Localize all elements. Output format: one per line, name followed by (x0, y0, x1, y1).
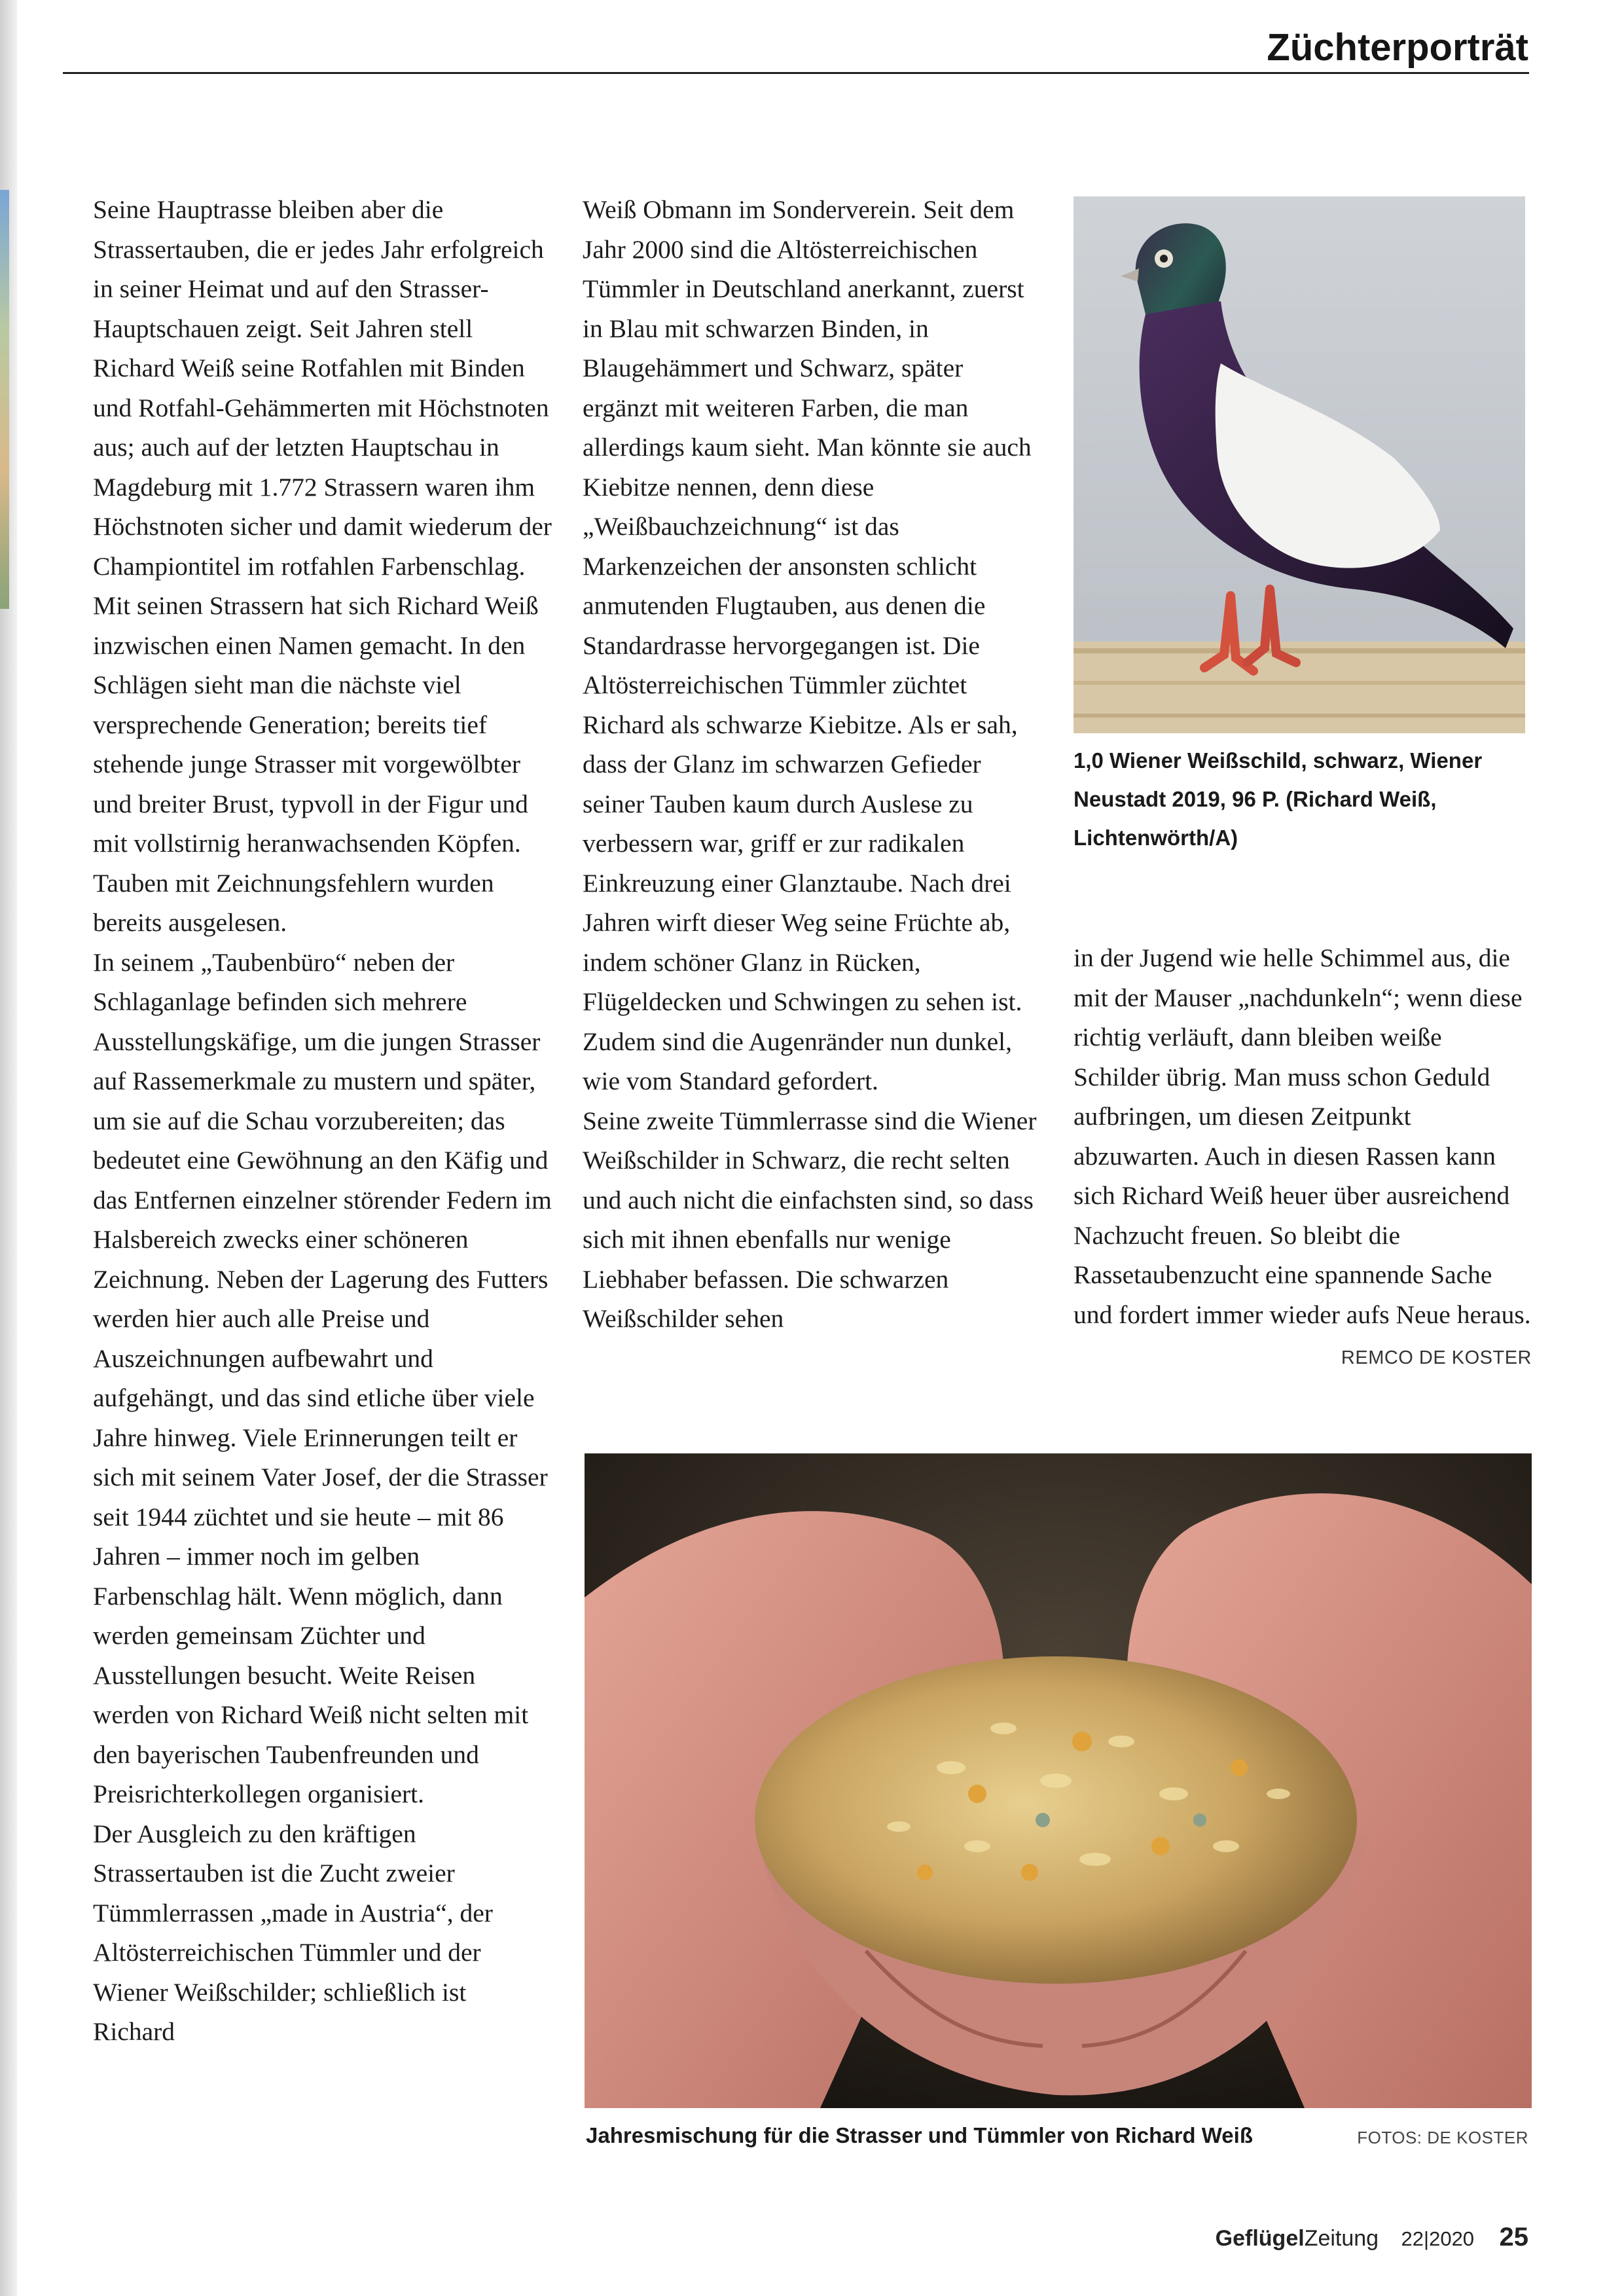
paragraph: Weiß Obmann im Sonderverein. Seit dem Jahr 2000 sind die Altösterreichischen Tümmler in Deutschland anerkannt, zuerst in Blau mit schwarzen Binden, in Blaugehämmert und Schwarz, später ergänzt mit weiteren Farben, die man allerdings kaum sieht. Man könnte sie auch Kiebitze nennen, denn diese „Weißbauchzeichnung“ ist das Markenzeichen der ansonsten schlicht anmutenden Flugtauben, aus denen die Standardrasse hervorgegangen ist. Die Altösterreichischen Tümmler züchtet Richard als schwarze Kiebitze. Als er sah, dass der Glanz im schwarzen Gefieder seiner Tauben kaum durch Auslese zu verbessern war, griff er zur radikalen Einkreuzung einer Glanztaube. Nach drei Jahren wirft dieser Weg seine Früchte ab, indem schöner Glanz in Rücken, Flügeldecken und Schwingen zu sehen ist. Zudem sind die Augenränder nun dunkel, wie vom Standard gefordert. (583, 195, 1032, 1095)
paragraph: In seinem „Taubenbüro“ neben der Schlaganlage befinden sich mehrere Ausstellungskäfige, um die jungen Strasser auf Rassemerkmale zu mustern und später, um sie auf die Schau vorzubereiten; das bedeutet eine Gewöhnung an den Käfig und das Entfernen einzelner störender Federn im Halsbereich zwecks einer schöneren Zeichnung. Neben der Lagerung des Futters werden hier auch alle Preise und Auszeichnungen aufbewahrt und aufgehängt, und das sind etliche über viele Jahre hinweg. Viele Erinnerungen teilt er sich mit seinem Vater Josef, der die Strasser seit 1944 züchtet und sie heute – mit 86 Jahren – immer noch im gelben Farbenschlag hält. Wenn möglich, dann werden gemeinsam Züchter und Ausstellungen besucht. Weite Reisen werden von Richard Weiß nicht selten mit den bayerischen Taubenfreunden und Preisrichterkollegen organisiert. (93, 947, 552, 1808)
grain-mixture-photo (585, 1453, 1532, 2108)
magazine-name-part2: Zeitung (1304, 2226, 1379, 2251)
grain-hands-illustration (585, 1453, 1532, 2108)
pigeon-photo (1074, 196, 1525, 733)
article-column-3 (1074, 938, 1532, 1378)
paragraph: in der Jugend wie helle Schimmel aus, die mit der Mauser „nachdunkeln“; wenn diese richtig verläuft, dann bleiben weiße Schilder übrig. Man muss schon Geduld aufbringen, um diesen Zeitpunkt abzuwarten. Auch in diesen Rassen kann sich Richard Weiß heuer über ausreichend Nachzucht freuen. So bleibt die Rassetaubenzucht eine spannende Sache und fordert immer wieder aufs Neue heraus. (1074, 943, 1531, 1329)
grain-photo-caption: Jahresmischung für die Strasser und Tümmler von Richard Weiß (586, 2123, 1253, 2147)
photo-credit: FOTOS: DE KOSTER (1357, 2128, 1528, 2147)
page-footer (1216, 2223, 1528, 2252)
paragraph: Seine Hauptrasse bleiben aber die Strassertauben, die er jedes Jahr erfolgreich in seiner Heimat und auf den Strasser-Hauptschauen zeigt. Seit Jahren stell Richard Weiß seine Rotfahlen mit Binden und Rotfahl-Gehämmerten mit Höchstnoten aus; auch auf der letzten Hauptschau in Magdeburg mit 1.772 Strassern waren ihm Höchstnoten sicher und damit wiederum der Championtitel im rotfahlen Farbenschlag. Mit seinen Strassern hat sich Richard Weiß inzwischen einen Namen gemacht. In den Schlägen sieht man die nächste viel versprechende Generation; bereits tief stehende junge Strasser mit vorgewölbter und breiter Brust, typvoll in der Figur und mit vollstirnig heranwachsenden Köpfen. Tauben mit Zeichnungsfehlern wurden bereits ausgelesen. (93, 195, 552, 937)
paragraph: Seine zweite Tümmlerrasse sind die Wiener Weißschilder in Schwarz, die recht selten und auch nicht die einfachsten sind, so dass sich mit ihnen ebenfalls nur wenige Liebhaber befassen. Die schwarzen Weißschilder sehen (583, 1106, 1037, 1333)
article-column-1 (93, 190, 554, 2052)
page-number: 25 (1499, 2223, 1528, 2251)
magazine-name-part1: Geflügel (1215, 2226, 1305, 2251)
article-column-2 (583, 190, 1044, 1339)
pigeon-illustration (1074, 196, 1525, 733)
author-credit: REMCO DE KOSTER (1341, 1347, 1532, 1368)
issue-number: 22|2020 (1401, 2227, 1475, 2250)
section-title: Züchterporträt (1267, 26, 1528, 69)
adjacent-page-strip (0, 190, 9, 609)
pigeon-photo-caption: 1,0 Wiener Weißschild, schwarz, Wiener Neustadt 2019, 96 P. (Richard Weiß, Lichtenwörth/A) (1074, 748, 1483, 850)
header-rule (63, 72, 1529, 74)
paragraph: Der Ausgleich zu den kräftigen Strassertauben ist die Zucht zweier Tümmlerrassen „made in Austria“, der Altösterreichischen Tümmler und der Wiener Weißschilder; schließlich ist Richard (93, 1819, 493, 2046)
